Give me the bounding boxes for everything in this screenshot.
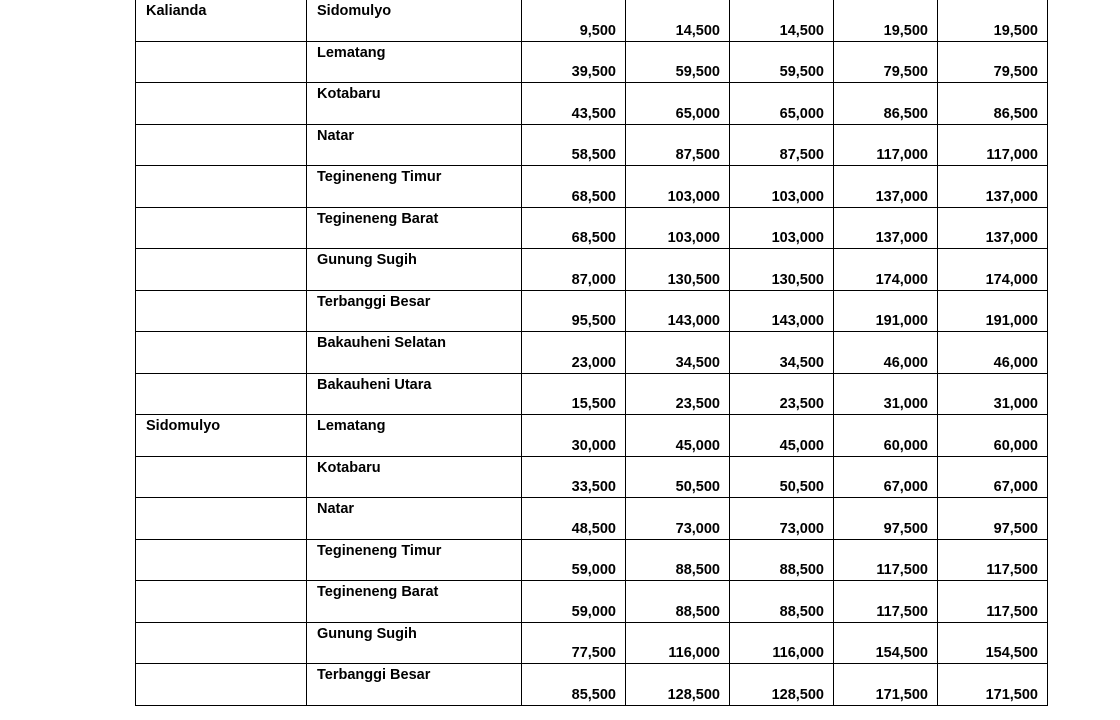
tariff-cell: 45,000: [626, 415, 730, 457]
tariff-cell: 68,500: [522, 207, 626, 249]
tariff-cell: 95,500: [522, 290, 626, 332]
tariff-cell: 67,000: [938, 456, 1048, 498]
destination-cell: Lematang: [307, 415, 522, 457]
destination-cell: Kotabaru: [307, 456, 522, 498]
tariff-cell: 14,500: [730, 0, 834, 41]
tariff-cell: 154,500: [834, 622, 938, 664]
tariff-cell: 88,500: [730, 581, 834, 623]
tariff-cell: 33,500: [522, 456, 626, 498]
table-row: [136, 124, 1048, 166]
origin-cell: Sidomulyo: [136, 415, 307, 457]
origin-cell: Kalianda: [136, 0, 307, 41]
tariff-cell: 23,000: [522, 332, 626, 374]
tariff-cell: 88,500: [626, 539, 730, 581]
tariff-cell: 171,500: [834, 664, 938, 706]
tariff-cell: 117,500: [834, 539, 938, 581]
tariff-cell: 103,000: [626, 166, 730, 208]
tariff-cell: 23,500: [626, 373, 730, 415]
destination-cell: Tegineneng Timur: [307, 166, 522, 208]
destination-cell: Gunung Sugih: [307, 249, 522, 291]
tariff-cell: 14,500: [626, 0, 730, 41]
tariff-cell: 117,500: [938, 581, 1048, 623]
table-row: [136, 83, 1048, 125]
table-row: [136, 456, 1048, 498]
tariff-cell: 15,500: [522, 373, 626, 415]
tariff-cell: 79,500: [938, 41, 1048, 83]
tariff-cell: 191,000: [834, 290, 938, 332]
tariff-cell: 130,500: [730, 249, 834, 291]
destination-cell: Natar: [307, 498, 522, 540]
origin-cell: [136, 332, 307, 374]
tariff-cell: 117,500: [834, 581, 938, 623]
tariff-cell: 137,000: [938, 166, 1048, 208]
tariff-table: [135, 0, 1048, 706]
tariff-cell: 117,000: [834, 124, 938, 166]
origin-cell: [136, 373, 307, 415]
origin-cell: [136, 124, 307, 166]
tariff-cell: 43,500: [522, 83, 626, 125]
destination-cell: Terbanggi Besar: [307, 664, 522, 706]
tariff-cell: 103,000: [730, 207, 834, 249]
tariff-cell: 50,500: [730, 456, 834, 498]
destination-cell: Tegineneng Barat: [307, 581, 522, 623]
tariff-cell: 86,500: [938, 83, 1048, 125]
tariff-cell: 137,000: [938, 207, 1048, 249]
tariff-cell: 97,500: [834, 498, 938, 540]
origin-cell: [136, 83, 307, 125]
tariff-cell: 50,500: [626, 456, 730, 498]
tariff-cell: 23,500: [730, 373, 834, 415]
tariff-cell: 73,000: [626, 498, 730, 540]
table-row: [136, 373, 1048, 415]
tariff-cell: 30,000: [522, 415, 626, 457]
tariff-cell: 46,000: [834, 332, 938, 374]
origin-cell: [136, 664, 307, 706]
destination-cell: Terbanggi Besar: [307, 290, 522, 332]
origin-cell: [136, 207, 307, 249]
tariff-cell: 60,000: [834, 415, 938, 457]
origin-cell: [136, 456, 307, 498]
tariff-cell: 34,500: [730, 332, 834, 374]
destination-cell: Tegineneng Barat: [307, 207, 522, 249]
tariff-cell: 34,500: [626, 332, 730, 374]
destination-cell: Bakauheni Utara: [307, 373, 522, 415]
tariff-cell: 48,500: [522, 498, 626, 540]
tariff-cell: 19,500: [834, 0, 938, 41]
tariff-cell: 9,500: [522, 0, 626, 41]
tariff-cell: 65,000: [626, 83, 730, 125]
tariff-cell: 31,000: [834, 373, 938, 415]
origin-cell: [136, 622, 307, 664]
tariff-cell: 31,000: [938, 373, 1048, 415]
tariff-cell: 191,000: [938, 290, 1048, 332]
table-row: [136, 581, 1048, 623]
destination-cell: Bakauheni Selatan: [307, 332, 522, 374]
origin-cell: [136, 41, 307, 83]
tariff-cell: 174,000: [938, 249, 1048, 291]
tariff-cell: 19,500: [938, 0, 1048, 41]
tariff-cell: 88,500: [626, 581, 730, 623]
origin-cell: [136, 498, 307, 540]
tariff-cell: 46,000: [938, 332, 1048, 374]
table-row: [136, 166, 1048, 208]
destination-cell: Sidomulyo: [307, 0, 522, 41]
tariff-cell: 68,500: [522, 166, 626, 208]
tariff-cell: 88,500: [730, 539, 834, 581]
tariff-cell: 174,000: [834, 249, 938, 291]
destination-cell: Gunung Sugih: [307, 622, 522, 664]
tariff-cell: 87,500: [730, 124, 834, 166]
origin-cell: [136, 581, 307, 623]
tariff-cell: 59,000: [522, 539, 626, 581]
tariff-cell: 60,000: [938, 415, 1048, 457]
tariff-cell: 59,500: [626, 41, 730, 83]
tariff-cell: 73,000: [730, 498, 834, 540]
tariff-table-body: [136, 0, 1048, 705]
tariff-cell: 143,000: [730, 290, 834, 332]
origin-cell: [136, 166, 307, 208]
tariff-cell: 154,500: [938, 622, 1048, 664]
table-row: [136, 41, 1048, 83]
tariff-cell: 116,000: [626, 622, 730, 664]
tariff-cell: 58,500: [522, 124, 626, 166]
tariff-cell: 45,000: [730, 415, 834, 457]
tariff-cell: 77,500: [522, 622, 626, 664]
table-row: [136, 415, 1048, 457]
tariff-cell: 79,500: [834, 41, 938, 83]
tariff-cell: 103,000: [626, 207, 730, 249]
destination-cell: Natar: [307, 124, 522, 166]
tariff-cell: 116,000: [730, 622, 834, 664]
table-row: [136, 539, 1048, 581]
tariff-cell: 97,500: [938, 498, 1048, 540]
destination-cell: Tegineneng Timur: [307, 539, 522, 581]
tariff-cell: 65,000: [730, 83, 834, 125]
origin-cell: [136, 249, 307, 291]
origin-cell: [136, 539, 307, 581]
tariff-cell: 130,500: [626, 249, 730, 291]
tariff-cell: 128,500: [730, 664, 834, 706]
tariff-cell: 171,500: [938, 664, 1048, 706]
table-row: [136, 332, 1048, 374]
tariff-cell: 85,500: [522, 664, 626, 706]
tariff-cell: 39,500: [522, 41, 626, 83]
destination-cell: Kotabaru: [307, 83, 522, 125]
table-row: [136, 207, 1048, 249]
tariff-cell: 59,500: [730, 41, 834, 83]
table-row: [136, 664, 1048, 706]
tariff-cell: 87,000: [522, 249, 626, 291]
tariff-cell: 103,000: [730, 166, 834, 208]
tariff-cell: 117,000: [938, 124, 1048, 166]
tariff-cell: 137,000: [834, 207, 938, 249]
tariff-cell: 67,000: [834, 456, 938, 498]
tariff-cell: 137,000: [834, 166, 938, 208]
destination-cell: Lematang: [307, 41, 522, 83]
tariff-cell: 86,500: [834, 83, 938, 125]
table-row: [136, 622, 1048, 664]
tariff-cell: 143,000: [626, 290, 730, 332]
table-row: [136, 0, 1048, 41]
table-row: [136, 498, 1048, 540]
table-row: [136, 249, 1048, 291]
tariff-cell: 117,500: [938, 539, 1048, 581]
tariff-cell: 87,500: [626, 124, 730, 166]
tariff-cell: 128,500: [626, 664, 730, 706]
table-row: [136, 290, 1048, 332]
origin-cell: [136, 290, 307, 332]
tariff-cell: 59,000: [522, 581, 626, 623]
